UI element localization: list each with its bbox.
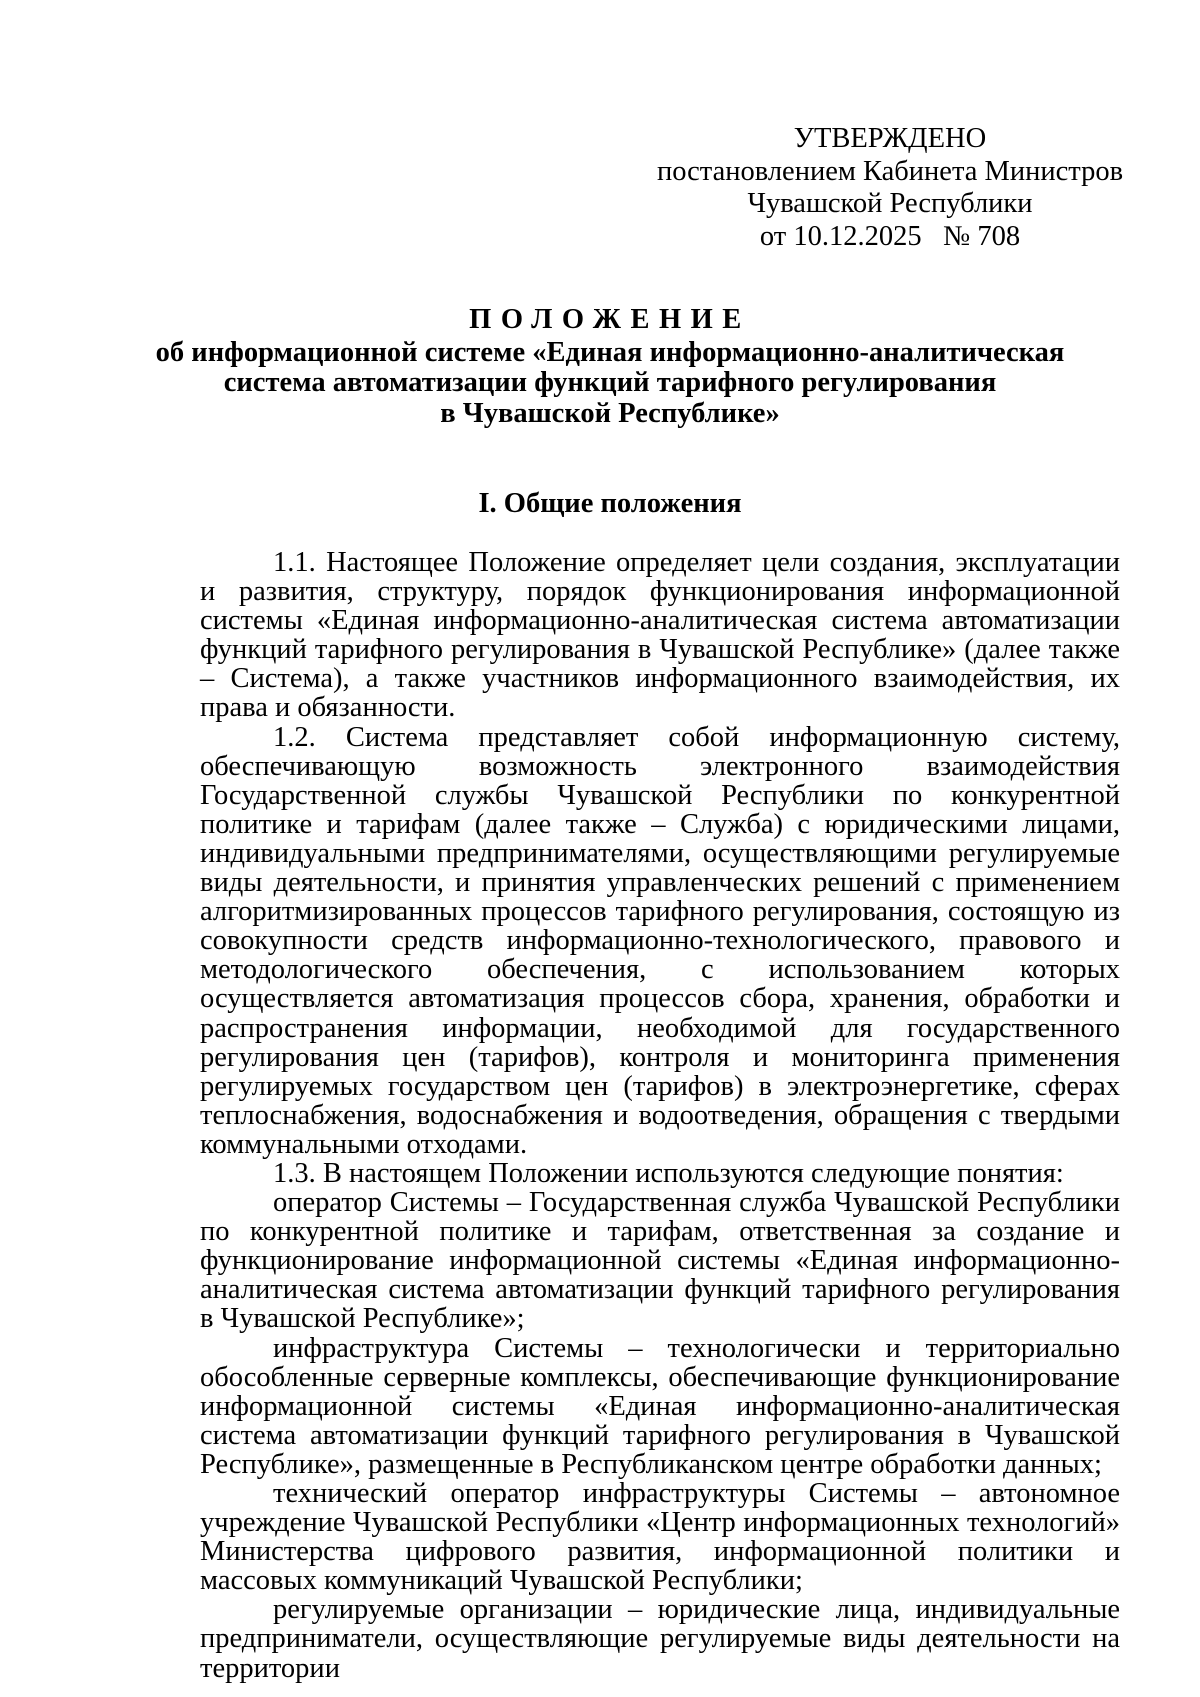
approval-label: УТВЕРЖДЕНО [793, 123, 987, 154]
approval-region: Чувашской Республики [747, 188, 1033, 219]
definition-regulated-organizations: регулируемые организации – юридические лица, индивидуальные предприниматели, осуществляющие регулируемые виды деятельности на территории [200, 1594, 1120, 1684]
document-subtitle-line: система автоматизации функций тарифного регулирования [223, 367, 997, 398]
document-body [200, 548, 1120, 1683]
document-title: ПОЛОЖЕНИЕ [469, 304, 751, 335]
approval-stamp [640, 123, 1140, 253]
definition-system-infrastructure: инфраструктура Системы – технологически и территориально обособленные серверные комплексы, обеспечивающие функционирование информационной системы «Единая информационно-аналитическая система автоматизации функций тарифного регулирования в Чувашской Республике», размещенные в Республиканском центре обработки данных; [200, 1332, 1120, 1480]
document-subtitle-line: в Чувашской Республике» [440, 397, 780, 429]
document-heading [140, 305, 1080, 429]
definition-technical-operator: технический оператор инфраструктуры Системы – автономное учреждение Чувашской Республики «Центр информационных технологий» Министерства цифрового развития, информационной политики и массовых коммуникаций Чувашской Республики; [200, 1478, 1120, 1597]
definition-system-operator: оператор Системы – Государственная служба Чувашской Республики по конкурентной политике и тарифам, ответственная за создание и функционирование информационной системы «Единая информационно-аналитическая система автоматизации функций тарифного регулирования в Чувашской Республике»; [200, 1187, 1120, 1335]
paragraph-1-1: 1.1. Настоящее Положение определяет цели создания, эксплуатации и развития, структуру, порядок функционирования информационной системы «Единая информационно-аналитическая система автоматизации функций тарифного регулирования в Чувашской Республике» (далее также – Система), а также участников информационного взаимодействия, их права и обязанности. [200, 547, 1120, 724]
approval-date-number: от 10.12.2025 № 708 [759, 220, 1021, 252]
section-title: I. Общие положения [478, 488, 742, 519]
paragraph-1-3: 1.3. В настоящем Положении используются следующие понятия: [273, 1157, 1064, 1189]
approval-authority: постановлением Кабинета Министров [656, 155, 1124, 187]
paragraph-1-2: 1.2. Система представляет собой информационную систему, обеспечивающую возможность электронного взаимодействия Государственной службы Чувашской Республики по конкурентной политике и тарифам (далее также – Служба) с юридическими лицами, индивидуальными предпринимателями, осуществляющими регулируемые виды деятельности, и принятия управленческих решений с применением алгоритмизированных процессов тарифного регулирования, состоящую из совокупности средств информационно-технологического, правового и методологического обеспечения, с использованием которых осуществляется автоматизация процессов сбора, хранения, обработки и распространения информации, необходимой для государственного регулирования цен (тарифов), контроля и мониторинга применения регулируемых государством цен (тарифов) в электроэнергетике, сферах теплоснабжения, водоснабжения и водоотведения, обращения с твердыми коммунальными отходами. [200, 721, 1120, 1160]
document-subtitle-line: об информационной системе «Единая информационно-аналитическая [155, 336, 1065, 368]
